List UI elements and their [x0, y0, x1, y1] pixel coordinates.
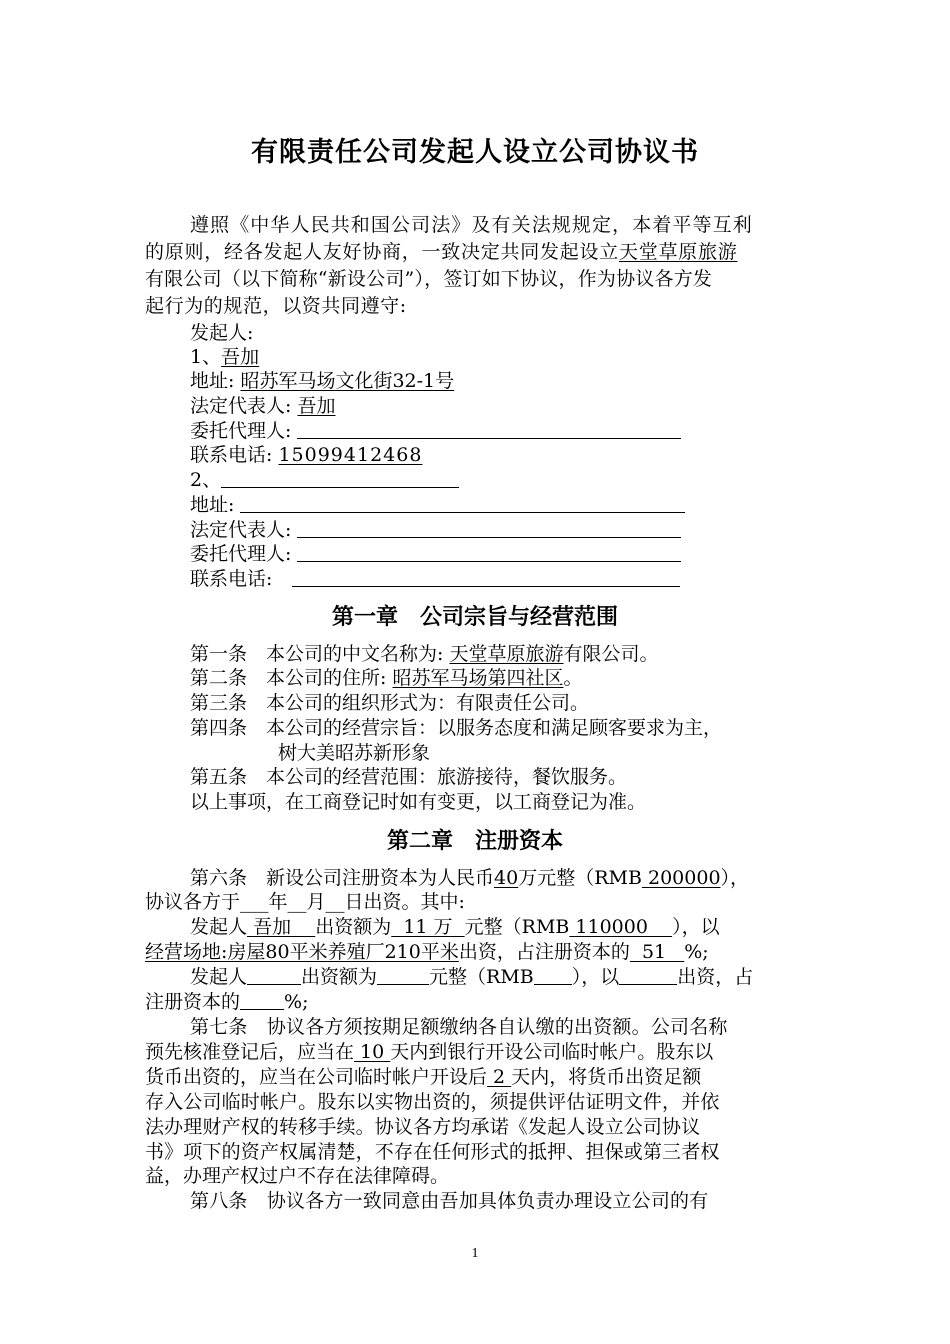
article-text: 天内到银行开设公司临时帐户。股东以 [390, 1041, 714, 1063]
founder-1-number: 1、 [190, 346, 222, 368]
blank-field [221, 469, 459, 488]
founder-2-phone-line [190, 567, 680, 591]
company-name: 天堂草原旅游 [619, 241, 738, 263]
article-text: 货币出资的，应当在公司临时帐户开设后 [145, 1066, 488, 1088]
founder-1-legal-rep: 吾加 [297, 395, 336, 417]
article-text: 本公司的住所: [266, 667, 387, 689]
article-text: 万元整（RMB [518, 867, 642, 889]
contribution-text: 发起人 [190, 966, 248, 988]
founder-1-contribution-line-2 [145, 940, 709, 964]
blank-field [292, 568, 680, 587]
article-label: 第五条 [190, 766, 248, 788]
blank-field [377, 966, 429, 985]
founder-1-legal-rep-line [190, 394, 335, 418]
founder-2-number: 2、 [190, 469, 222, 491]
founder-1-phone-line [190, 443, 422, 467]
phone-label: 联系电话: [190, 568, 273, 590]
contribution-text: 出资额为 [315, 916, 392, 938]
article-text: 本公司的组织形式为：有限责任公司。 [266, 692, 590, 714]
contribution-text: 出资，占注册资本的 [458, 941, 630, 963]
article-7-line-7: 益，办理产权过户不存在法律障碍。 [145, 1165, 450, 1187]
founder-1-contribution [190, 915, 720, 939]
legal-rep-label: 法定代表人: [190, 519, 292, 541]
intro-line-3: 有限公司（以下简称“新设公司”），签订如下协议，作为协议各方发 [145, 268, 713, 290]
article-7-line-3 [145, 1065, 701, 1089]
contribution-text: 元整（RMB [464, 916, 570, 938]
founder-1-amount: 11 万 [391, 916, 465, 938]
founder-2-legal-rep-line [190, 518, 681, 542]
blank-field [240, 494, 685, 513]
contribution-text: 出资额为 [301, 966, 378, 988]
article-text: 天内，将货币出资足额 [511, 1066, 702, 1088]
contribution-text: ），以 [571, 966, 620, 988]
blank-field [247, 966, 301, 985]
founders-heading: 发起人: [190, 322, 254, 344]
founder-2-contribution [190, 965, 753, 989]
founder-1-name: 吾加 [221, 346, 260, 368]
registered-capital: 40 [494, 867, 519, 889]
founder-2-agent-line [190, 542, 681, 566]
agent-label: 委托代理人: [190, 543, 292, 565]
article-1 [190, 642, 659, 666]
contribution-text: 注册资本的 [145, 991, 241, 1013]
contribution-text: 发起人 [190, 916, 248, 938]
registered-capital-rmb: 200000 [641, 867, 721, 889]
article-7-line-6: 书》项下的资产权属清楚，不存在任何形式的抵押、担保或第三者权 [145, 1141, 720, 1163]
founder-2-address-line [190, 493, 685, 517]
blank-field [297, 519, 681, 538]
contribution-text: 元整（RMB [429, 966, 534, 988]
article-label: 第四条 [190, 717, 248, 739]
phone-label: 联系电话: [190, 444, 273, 466]
company-name: 天堂草原旅游 [449, 643, 564, 665]
article-label: 第七条 [190, 1016, 248, 1038]
article-6-line-2: 协议各方于___年__月__日出资。其中: [145, 891, 465, 913]
article-text: 新设公司注册资本为人民币 [266, 867, 495, 889]
founder-1-name [247, 916, 315, 938]
blank-field [297, 420, 681, 439]
contribution-text: ），以 [672, 916, 720, 938]
article-2 [190, 666, 583, 690]
founder-1-rmb: 110000 [569, 916, 673, 938]
founder-1-name-line [190, 345, 259, 369]
document-title: 有限责任公司发起人设立公司协议书 [251, 137, 699, 168]
article-8 [190, 1189, 708, 1213]
article-text: ）， [720, 867, 750, 889]
founder-2-contribution-line-2 [145, 990, 308, 1014]
article-text: 协议各方须按期足额缴纳各自认缴的出资额。公司名称 [266, 1016, 728, 1038]
contribution-text: %; [684, 941, 709, 963]
article-text: 。 [563, 667, 583, 689]
intro-text: 的原则，经各发起人友好协商，一致决定共同发起设立 [145, 241, 620, 263]
company-address: 昭苏军马场第四社区 [392, 667, 564, 689]
article-label: 第八条 [190, 1190, 248, 1212]
days-to-deposit: 2 [487, 1066, 512, 1088]
address-label: 地址: [190, 494, 235, 516]
article-text: 协议各方一致同意由吾加具体负责办理设立公司的有 [266, 1190, 709, 1212]
days-to-open-account: 10 [354, 1041, 391, 1063]
article-3 [190, 691, 589, 715]
chapter-1-title: 第一章 公司宗旨与经营范围 [331, 604, 618, 630]
article-5 [190, 765, 627, 789]
founder-1-name-text: 吾加 [253, 916, 292, 938]
intro-line-4: 起行为的规范，以资共同遵守: [145, 295, 407, 317]
article-4 [190, 716, 722, 740]
page-number: 1 [471, 1246, 479, 1261]
article-label: 第六条 [190, 867, 248, 889]
article-7 [190, 1015, 728, 1039]
article-4-continued: 树大美昭苏新形象 [278, 742, 431, 764]
contribution-text: 出资，占 [677, 966, 754, 988]
chapter-2-title: 第二章 注册资本 [386, 828, 563, 854]
founder-1-phone: 15099412468 [278, 444, 423, 466]
article-label: 第一条 [190, 643, 248, 665]
blank-field [619, 966, 677, 985]
article-text: 本公司的经营范围：旅游接待，餐饮服务。 [266, 766, 628, 788]
founder-1-address: 昭苏军马场文化街32-1号 [240, 370, 455, 392]
intro-line-2 [145, 240, 738, 264]
founder-2-name-line [190, 468, 459, 492]
article-7-line-2 [145, 1040, 713, 1064]
founder-1-agent-line [190, 419, 681, 443]
article-7-line-4: 存入公司临时帐户。股东以实物出资的，须提供评估证明文件，并依 [145, 1091, 720, 1113]
address-label: 地址: [190, 370, 235, 392]
chapter-1-note: 以上事项，在工商登记时如有变更，以工商登记为准。 [190, 791, 647, 813]
founder-1-address-line [190, 369, 454, 393]
founder-1-percentage: 51 [629, 941, 685, 963]
blank-field [297, 543, 681, 562]
article-text: 本公司的中文名称为: [266, 643, 444, 665]
contribution-text: %; [284, 991, 309, 1013]
founder-1-contribution-method: 经营场地:房屋80平米养殖厂210平米 [145, 941, 459, 963]
blank-field [534, 966, 572, 985]
legal-rep-label: 法定代表人: [190, 395, 292, 417]
article-text: 预先核准登记后，应当在 [145, 1041, 355, 1063]
blank-field [240, 991, 284, 1010]
agent-label: 委托代理人: [190, 420, 292, 442]
article-label: 第三条 [190, 692, 248, 714]
article-6 [190, 866, 749, 890]
article-7-line-5: 法办理财产权的转移手续。协议各方均承诺《发起人设立公司协议 [145, 1116, 701, 1138]
article-label: 第二条 [190, 667, 248, 689]
intro-line-1: 遵照《中华人民共和国公司法》及有关法规规定，本着平等互利 [190, 214, 753, 236]
article-text: 本公司的经营宗旨：以服务态度和满足顾客要求为主， [266, 717, 723, 739]
article-text: 有限公司。 [563, 643, 659, 665]
